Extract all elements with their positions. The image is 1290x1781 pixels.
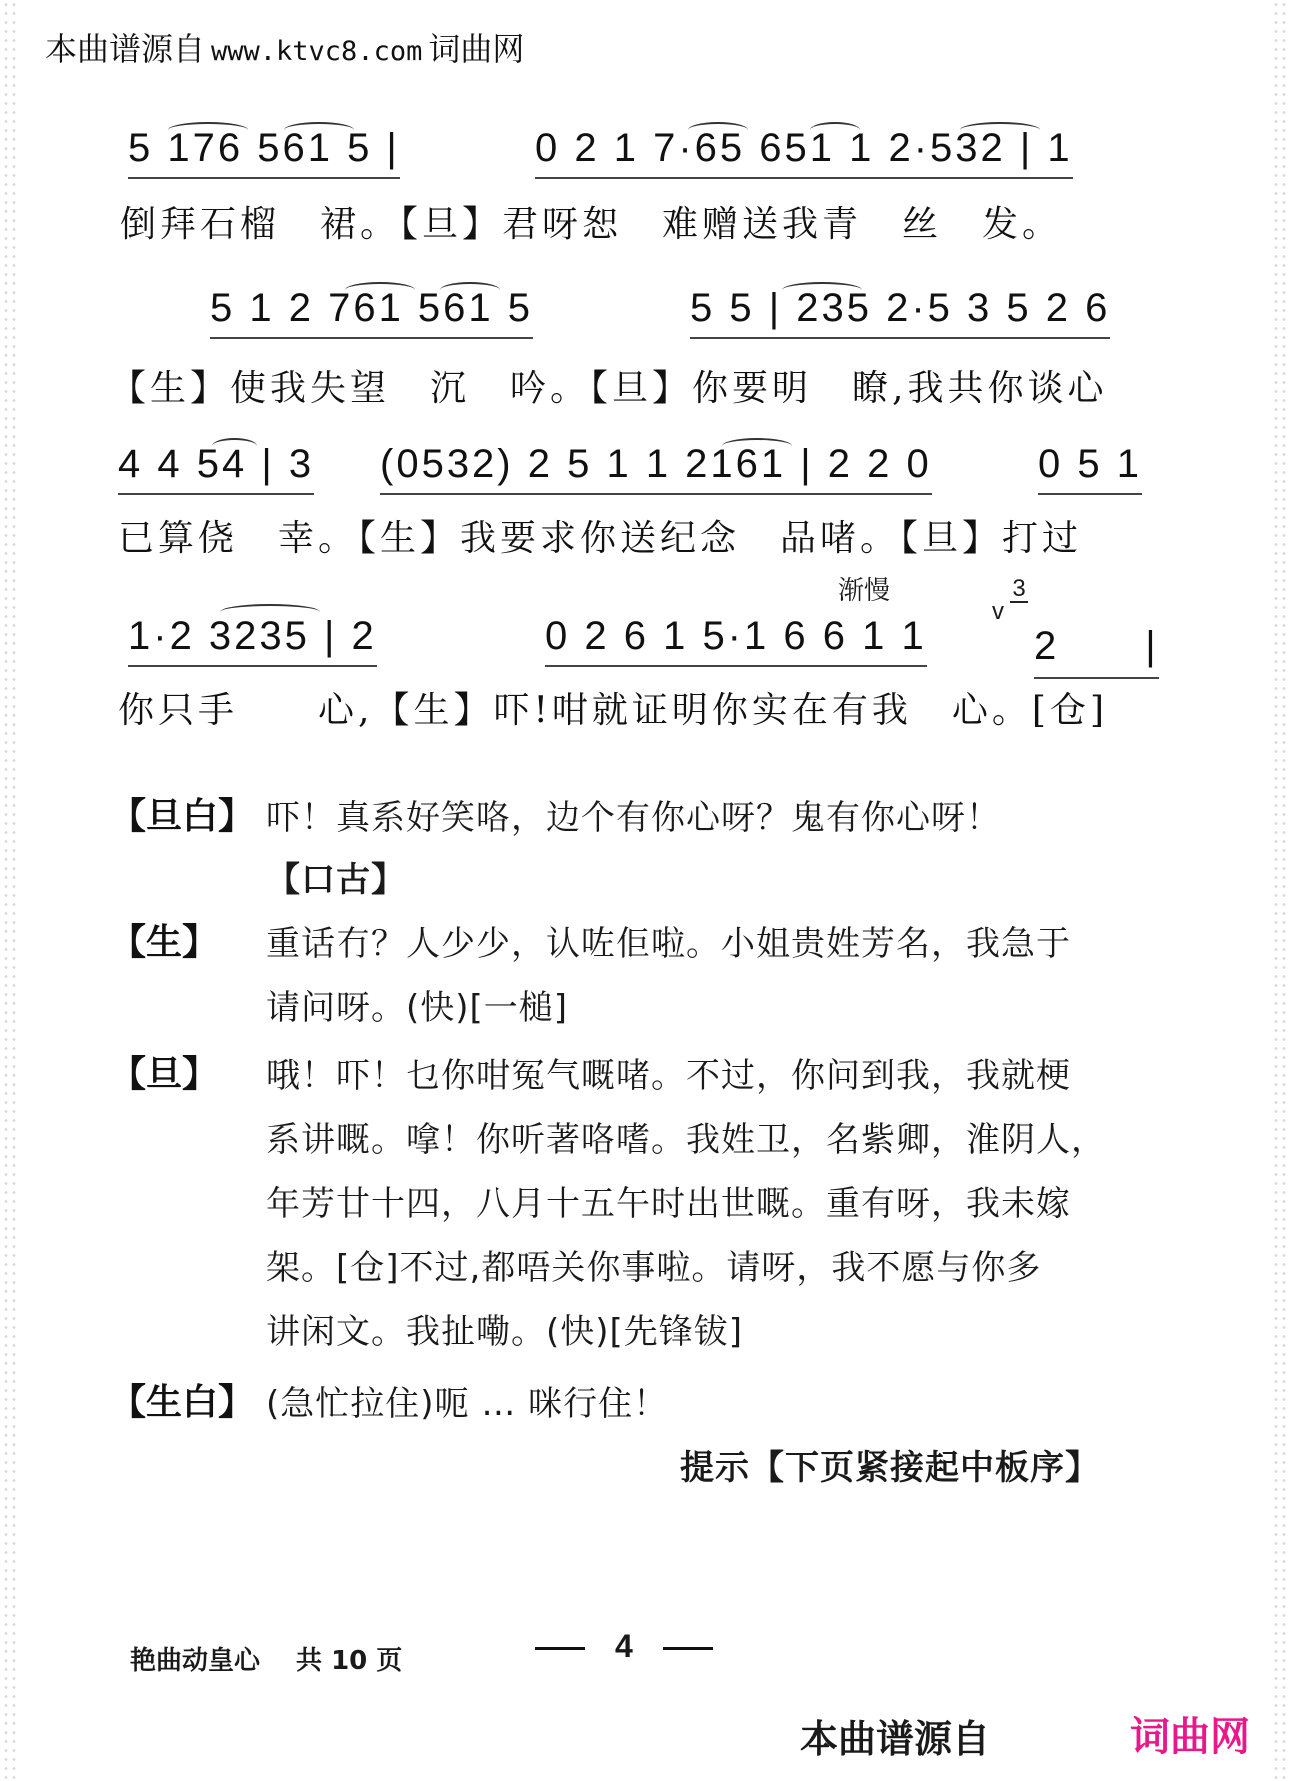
source-footer-brand[interactable]: 词曲网 <box>1130 1714 1250 1760</box>
slur-mark <box>782 282 862 298</box>
slur-mark <box>440 282 500 298</box>
slur-mark <box>168 122 248 138</box>
slur-mark <box>960 122 1040 138</box>
notation-segment: 0 2 1 7·65 651 1 2·532 | 1 <box>535 126 1073 170</box>
breath-mark: v <box>992 598 1004 625</box>
notation-segment: 5 1 2 761 561 5 <box>210 286 534 330</box>
dialogue-line: 系讲嘅。嗱！你听著咯嗜。我姓卫，名紫卿，淮阴人， <box>266 1120 1106 1160</box>
page-number <box>505 1628 743 1665</box>
dialogue-line: 哦！吓！乜你咁冤气嘅啫。不过，你问到我，我就梗 <box>266 1056 1071 1096</box>
lyric-line: 你只手 心,【生】吓!咁就证明你实在有我 心。[仓] <box>118 690 1109 731</box>
lyric-line: 倒拜石榴 裙。【旦】君呀恕 难赠送我青 丝 发。 <box>120 204 1063 245</box>
notation-segment: 0 2 6 1 5·1 6 6 1 1 <box>545 614 927 658</box>
notation-segment: (0532) 2 5 1 1 2161 | 2 2 0 <box>380 442 932 486</box>
dialogue-line: 架。[仓]不过,都唔关你事啦。请呀，我不愿与你多 <box>266 1248 1042 1288</box>
dialogue-line: 重话冇？人少少，认咗佢啦。小姐贵姓芳名，我急于 <box>266 924 1071 964</box>
source-url-link[interactable]: www.ktvc8.com <box>211 36 423 67</box>
song-title: 艳曲动皇心 <box>130 1646 261 1676</box>
left-watermark-margin <box>2 0 16 1781</box>
notation-segment: 5 176 561 5 | <box>128 126 400 170</box>
lyric-line: 【生】使我失望 沉 吟。【旦】你要明 瞭,我共你谈心 <box>110 368 1108 409</box>
notation-segment: 4 4 54 | 3 <box>118 442 315 486</box>
role-label: 【旦】 <box>110 1054 219 1095</box>
source-header <box>45 24 524 70</box>
dialogue-line: 请问呀。(快)[一槌] <box>266 988 569 1028</box>
lyric-line: 已算侥 幸。【生】我要求你送纪念 品啫。【旦】打过 <box>118 518 1083 559</box>
slur-mark <box>810 122 860 138</box>
dialogue-line: 讲闲文。我扯嘞。(快)[先锋钹] <box>266 1312 744 1352</box>
fraction-numerator: 3 <box>1012 575 1026 602</box>
role-label: 【生白】 <box>110 1382 255 1423</box>
slur-mark <box>220 604 320 620</box>
ornament-fraction <box>1010 575 1028 604</box>
slur-mark <box>284 122 354 138</box>
dialogue-line: 吓！真系好笑咯，边个有你心呀？鬼有你心呀！ <box>266 798 1001 838</box>
dialogue-line: 年芳廿十四，八月十五午时出世嘅。重有呀，我未嫁 <box>266 1184 1071 1224</box>
slur-mark <box>688 122 748 138</box>
slur-mark <box>212 438 257 454</box>
dialogue-line: (急忙拉住)呃 … 咪行住！ <box>266 1384 669 1424</box>
notation-segment: 1·2 3235 | 2 <box>128 614 377 658</box>
tempo-marking: 渐慢 <box>838 576 891 606</box>
page-footer-info <box>130 1640 402 1677</box>
source-header-prefix: 本曲谱源自 <box>45 30 206 68</box>
source-footer-label: 本曲谱源自 <box>800 1717 991 1761</box>
dialogue-line: 【口古】 <box>266 860 406 900</box>
slur-mark <box>722 438 792 454</box>
role-label: 【旦白】 <box>110 796 255 837</box>
next-page-hint: 提示【下页紧接起中板序】 <box>680 1448 1100 1488</box>
right-watermark-margin <box>1272 0 1286 1781</box>
source-site-name: 词曲网 <box>428 30 525 68</box>
slur-mark <box>345 282 415 298</box>
role-label: 【生】 <box>110 922 219 963</box>
notation-segment: 2 | <box>1034 614 1159 671</box>
notation-segment: 0 5 1 <box>1038 442 1142 486</box>
total-pages: 共 10 页 <box>296 1646 403 1676</box>
notation-segment: 5 5 | 235 2·5 3 5 2 6 <box>690 286 1111 330</box>
page-number-value: 4 <box>615 1628 633 1664</box>
